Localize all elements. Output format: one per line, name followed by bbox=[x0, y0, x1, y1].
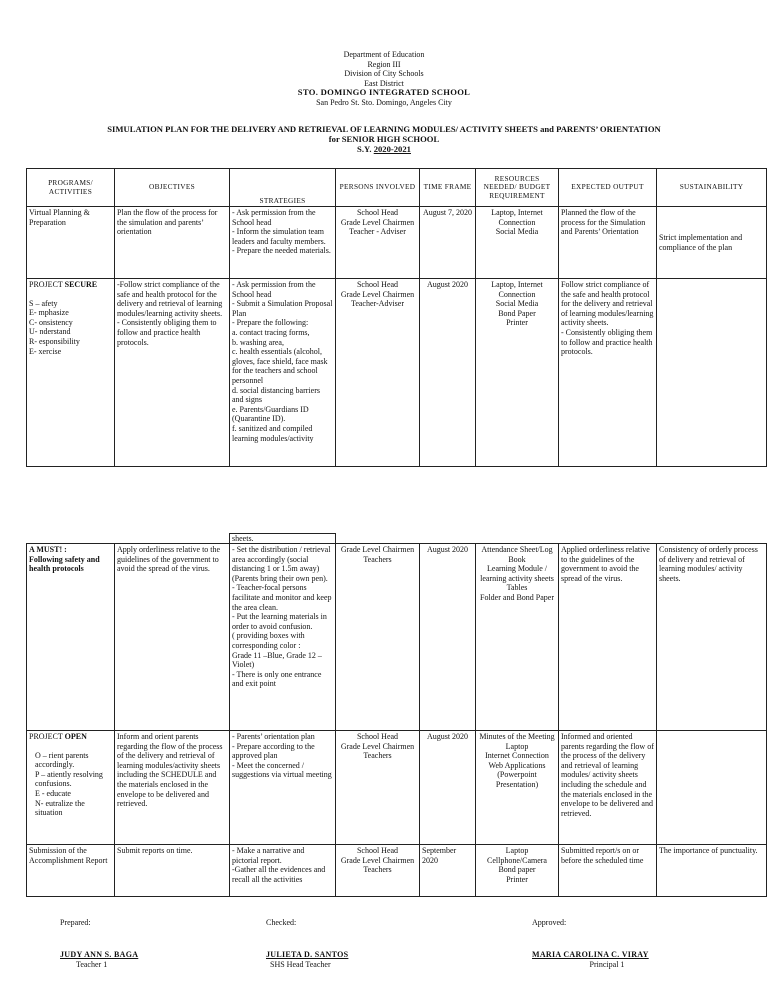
time-cell: August 2020 bbox=[420, 279, 476, 467]
col-header-output: EXPECTED OUTPUT bbox=[559, 169, 657, 207]
objectives-cell: -Follow strict compliance of the safe and health protocol for the delivery and retrieval of learning modules/learning activity sheets. - Consistently obliging them to follow and practice health protocols. bbox=[115, 279, 230, 467]
table-row bbox=[27, 731, 767, 845]
title-line-2: for SENIOR HIGH SCHOOL bbox=[328, 134, 440, 144]
table-row bbox=[27, 544, 767, 731]
persons-cell: School Head Grade Level Chairmen Teachers bbox=[336, 845, 420, 897]
checked-label: Checked: bbox=[266, 918, 297, 927]
header-district: East District bbox=[364, 78, 404, 88]
objectives-cell: Plan the flow of the process for the simulation and parents’ orientation bbox=[115, 207, 230, 279]
approved-name: MARIA CAROLINA C. VIRAY bbox=[532, 950, 649, 959]
time-cell: August 2020 bbox=[420, 544, 476, 731]
table-row bbox=[27, 279, 767, 467]
prepared-signature bbox=[60, 950, 160, 969]
header-division: Division of City Schools bbox=[344, 69, 424, 79]
table-row bbox=[27, 534, 767, 544]
resources-cell: Laptop, Internet Connection Social Media Bond Paper Printer bbox=[476, 279, 559, 467]
sustainability-cell: Consistency of orderly process of delivery and retrieval of learning modules/ activity sheets. bbox=[657, 544, 767, 731]
table-row bbox=[27, 845, 767, 897]
program-cell: A MUST! : Following safety and health protocols bbox=[27, 544, 115, 731]
approved-position: Principal 1 bbox=[589, 959, 625, 969]
document-header bbox=[0, 50, 768, 108]
strategies-continuation: sheets. bbox=[230, 534, 336, 544]
open-acronym: O – rient parents accordingly. P – atiently resolving confusions. E - educate N- eutralize the situation bbox=[35, 750, 103, 818]
strategies-cell: - Parents’ orientation plan - Prepare according to the approved plan - Meet the concerned / suggestions via virtual meeting bbox=[230, 731, 336, 845]
checked-position: SHS Head Teacher bbox=[270, 959, 331, 969]
approved-label: Approved: bbox=[532, 918, 567, 927]
col-header-programs: PROGRAMS/ ACTIVITIES bbox=[27, 169, 115, 207]
header-region: Region III bbox=[367, 59, 401, 69]
output-cell: Planned the flow of the process for the Simulation and Parents’ Orientation bbox=[559, 207, 657, 279]
persons-cell: School Head Grade Level Chairmen Teacher - Adviser bbox=[336, 207, 420, 279]
col-header-resources: RESOURCES NEEDED/ BUDGET REQUIREMENT bbox=[476, 169, 559, 207]
program-cell: Submission of the Accomplishment Report bbox=[27, 845, 115, 897]
persons-cell: School Head Grade Level Chairmen Teacher-Adviser bbox=[336, 279, 420, 467]
prepared-name: JUDY ANN S. BAGA bbox=[60, 950, 139, 959]
persons-cell: School Head Grade Level Chairmen Teachers bbox=[336, 731, 420, 845]
resources-cell: Laptop Cellphone/Camera Bond paper Printer bbox=[476, 845, 559, 897]
time-cell: August 2020 bbox=[420, 731, 476, 845]
table-header-row bbox=[27, 169, 767, 207]
project-secure-name: SECURE bbox=[64, 280, 98, 289]
plan-table-part-1 bbox=[26, 168, 767, 467]
program-cell: PROJECT OPEN O – rient parents accordingly. P – atiently resolving confusions. E - educate N- eutralize the situation bbox=[27, 731, 115, 845]
school-name: STO. DOMINGO INTEGRATED SCHOOL bbox=[297, 87, 471, 98]
secure-acronym: S – afety E- mphasize C- onsistency U- nderstand R- esponsibility E- xercise bbox=[29, 298, 80, 356]
prepared-position: Teacher 1 bbox=[76, 959, 108, 969]
time-cell: August 7, 2020 bbox=[420, 207, 476, 279]
sustainability-cell: The importance of punctuality. bbox=[657, 845, 767, 897]
output-cell: Submitted report/s on or before the scheduled time bbox=[559, 845, 657, 897]
sustainability-cell: Strict implementation and compliance of the plan bbox=[657, 207, 767, 279]
checked-name: JULIETA D. SANTOS bbox=[266, 950, 349, 959]
resources-cell: Attendance Sheet/Log Book Learning Module / learning activity sheets Tables Folder and Bond Paper bbox=[476, 544, 559, 731]
program-cell: Virtual Planning & Preparation bbox=[27, 207, 115, 279]
school-year-value: 2020-2021 bbox=[373, 144, 411, 154]
time-cell: September 2020 bbox=[420, 845, 476, 897]
col-header-objectives: OBJECTIVES bbox=[115, 169, 230, 207]
resources-cell: Minutes of the Meeting Laptop Internet Connection Web Applications (Powerpoint Presentation) bbox=[476, 731, 559, 845]
prepared-label: Prepared: bbox=[60, 918, 91, 927]
program-cell: PROJECT SECURE S – afety E- mphasize C- onsistency U- nderstand R- esponsibility E- xercise bbox=[27, 279, 115, 467]
project-open-name: OPEN bbox=[64, 732, 87, 741]
title-line-1: SIMULATION PLAN FOR THE DELIVERY AND RETRIEVAL OF LEARNING MODULES/ ACTIVITY SHEETS and PARENTS’ ORIENTATION bbox=[107, 124, 661, 134]
col-header-persons: PERSONS INVOLVED bbox=[336, 169, 420, 207]
col-header-sustainability: SUSTAINABILITY bbox=[657, 169, 767, 207]
output-cell: Follow strict compliance of the safe and health protocol for the delivery and retrieval of learning modules/learning activity sheets. - Consistently obliging them to follow and practice health protocols. bbox=[559, 279, 657, 467]
school-year: S.Y. 2020-2021 bbox=[357, 144, 411, 154]
col-header-time: TIME FRAME bbox=[420, 169, 476, 207]
strategies-cell: - Make a narrative and pictorial report. -Gather all the evidences and recall all the activities bbox=[230, 845, 336, 897]
sustainability-cell bbox=[657, 731, 767, 845]
output-cell: Applied orderliness relative to the guidelines of the government to avoid the spread of the virus. bbox=[559, 544, 657, 731]
objectives-cell: Apply orderliness relative to the guidelines of the government to avoid the spread of the virus. bbox=[115, 544, 230, 731]
col-header-strategies: STRATEGIES bbox=[230, 169, 336, 207]
strategies-cell: - Set the distribution / retrieval area accordingly (social distancing 1 or 1.5m away) (Parents bring their own pen). - Teacher-focal persons facilitate and monitor and keep the area clean. - Put the learning materials in order to avoid confusion. ( providing boxes with corresponding color : Grade 11 –Blue, Grade 12 – Violet) - There is only one entrance and exit point bbox=[230, 544, 336, 731]
checked-signature bbox=[266, 950, 376, 969]
plan-table-part-2 bbox=[26, 533, 767, 897]
output-cell: Informed and oriented parents regarding the flow of the process of the delivery and retrieval of learning modules/ activity sheets including the schedule and the materials enclosed in the envelope to be delivered and retrieved. bbox=[559, 731, 657, 845]
sustainability-cell bbox=[657, 279, 767, 467]
strategies-cell: - Ask permission from the School head - Submit a Simulation Proposal Plan - Prepare the following: a. contact tracing forms, b. washing area, c. health essentials (alcohol, gloves, face shield, face mask for the teachers and school personnel d. social distancing barriers and signs e. Parents/Guardians ID (Quarantine ID). f. sanitized and compiled learning modules/activity bbox=[230, 279, 336, 467]
objectives-cell: Submit reports on time. bbox=[115, 845, 230, 897]
approved-signature bbox=[532, 950, 682, 969]
header-department: Department of Education bbox=[343, 50, 425, 59]
plan-title bbox=[0, 124, 768, 154]
school-address: San Pedro St. Sto. Domingo, Angeles City bbox=[316, 97, 452, 107]
strategies-cell: - Ask permission from the School head - Inform the simulation team leaders and faculty members. - Prepare the needed materials. bbox=[230, 207, 336, 279]
objectives-cell: Inform and orient parents regarding the flow of the process of the delivery and retrieval of learning modules/activity sheets including the SCHEDULE and the materials enclosed in the envelope to be delivered and retrieved. bbox=[115, 731, 230, 845]
persons-cell: Grade Level Chairmen Teachers bbox=[336, 544, 420, 731]
resources-cell: Laptop, Internet Connection Social Media bbox=[476, 207, 559, 279]
table-row bbox=[27, 207, 767, 279]
